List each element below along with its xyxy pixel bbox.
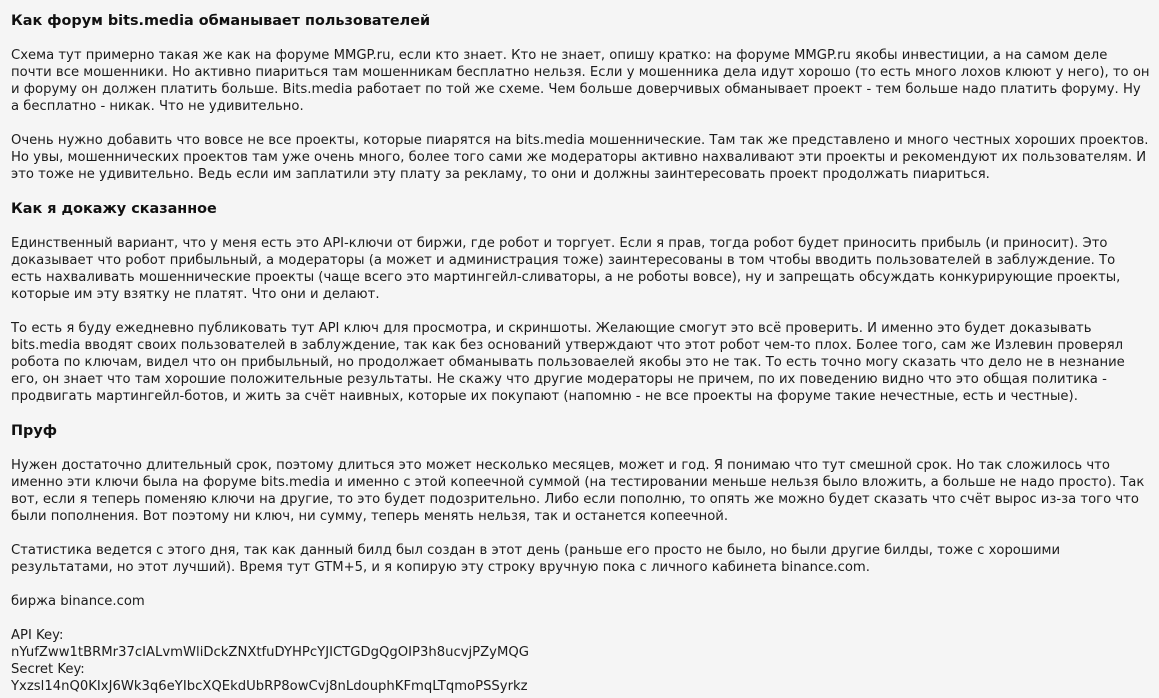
paragraph-proof-1: Нужен достаточно длительный срок, поэтому длиться это может несколько месяцев, может и год. Я понимаю что тут смешной срок. Но так сложилось что именно эти ключи была на форуме bits.media и именно с этой копеечной суммой (на тестировании меньше нельзя было вложить, а больше не надо просто). Так вот, если я теперь поменяю ключи на другие, то это будет подозрительно. Либо если пополню, то опять же можно будет сказать что счёт вырос из-за того что были пополнения. Вот поэтому ни ключ, ни сумму, теперь менять нельзя, так и останется копеечной. bbox=[11, 458, 1145, 524]
paragraph-proof-plan-2: То есть я буду ежедневно публиковать тут API ключ для просмотра, и скриншоты. Желающие смогут это всё проверить. И именно это будет доказывать bits.media вводят своих пользователей в заблуждение, так как без оснований утверждают что этот робот чем-то плох. Более того, сам же Излевин проверял робота по ключам, видел что он прибыльный, но продолжает обманывать пользоваелей якобы это не так. То есть точно могу сказать что дело не в незнание его, он знает что там хорошие положительные результаты. Не скажу что другие модераторы не причем, по их поведению видно что это общая политика - продвигать мартингейл-ботов, и жить за счёт наивных, которые их покупают (напомню - не все проекты на форуме такие нечестные, есть и честные). bbox=[11, 321, 1125, 404]
heading-proof: Пруф bbox=[11, 423, 58, 439]
heading-proof-plan: Как я докажу сказанное bbox=[11, 201, 217, 217]
api-key-label: API Key: bbox=[11, 628, 64, 643]
exchange-label: биржа binance.com bbox=[11, 594, 145, 609]
heading-scheme: Как форум bits.media обманывает пользователей bbox=[11, 13, 431, 29]
paragraph-scheme-1: Схема тут примерно такая же как на форуме MMGP.ru, если кто знает. Кто не знает, опишу кратко: на форуме MMGP.ru якобы инвестиции, а на самом деле почти все мошенники. Но активно пиариться там мошенникам бесплатно нельзя. Если у мошенника дела идут хорошо (то есть много лохов клюют у него), то он и форуму он должен платить больше. Bits.media работает по той же схеме. Чем больше доверчивых обманывает проект - тем больше надо платить форуму. Ну а бесплатно - никак. Что не удивительно. bbox=[11, 48, 1150, 114]
paragraph-proof-2: Статистика ведется с этого дня, так как данный билд был создан в этот день (раньше его просто не было, но были другие билды, тоже с хорошими результатами, но этот лучший). Время тут GTM+5, и я копирую эту строку вручную пока с личного кабинета binance.com. bbox=[11, 543, 1061, 575]
paragraph-scheme-2: Очень нужно добавить что вовсе не все проекты, которые пиарятся на bits.media мошеннические. Там так же представлено и много честных хороших проектов. Но увы, мошеннических проектов там уже очень много, более того сами же модераторы активно нахваливают эти проекты и рекомендуют их пользователям. И это тоже не удивительно. Ведь если им заплатили эту плату за рекламу, то они и должны заинтересовать проект продолжать пиариться. bbox=[11, 133, 1149, 182]
secret-key-label: Secret Key: bbox=[11, 662, 85, 677]
secret-key-value: Yxzsl14nQ0KIxJ6Wk3q6eYIbcXQEkdUbRP8owCvj8nLdouphKFmqLTqmoPSSyrkz bbox=[11, 679, 528, 694]
api-key-value: nYufZww1tBRMr37cIALvmWliDckZNXtfuDYHPcYJICTGDgQgOIP3h8ucvjPZyMQG bbox=[11, 645, 529, 660]
paragraph-proof-plan-1: Единственный вариант, что у меня есть это API-ключи от биржи, где робот и торгует. Если я прав, тогда робот будет приносить прибыль (и приносит). Это доказывает что робот прибыльный, а модераторы (а может и администрация тоже) заинтересованы в том чтобы вводить пользователей в заблуждение. То есть нахваливать мошеннические проекты (чаще всего это мартингейл-сливаторы, а не роботы вовсе), ну и запрещать обсуждать конкурирующие проекты, которые им эту взятку не платят. Что они и делают. bbox=[11, 236, 1121, 302]
